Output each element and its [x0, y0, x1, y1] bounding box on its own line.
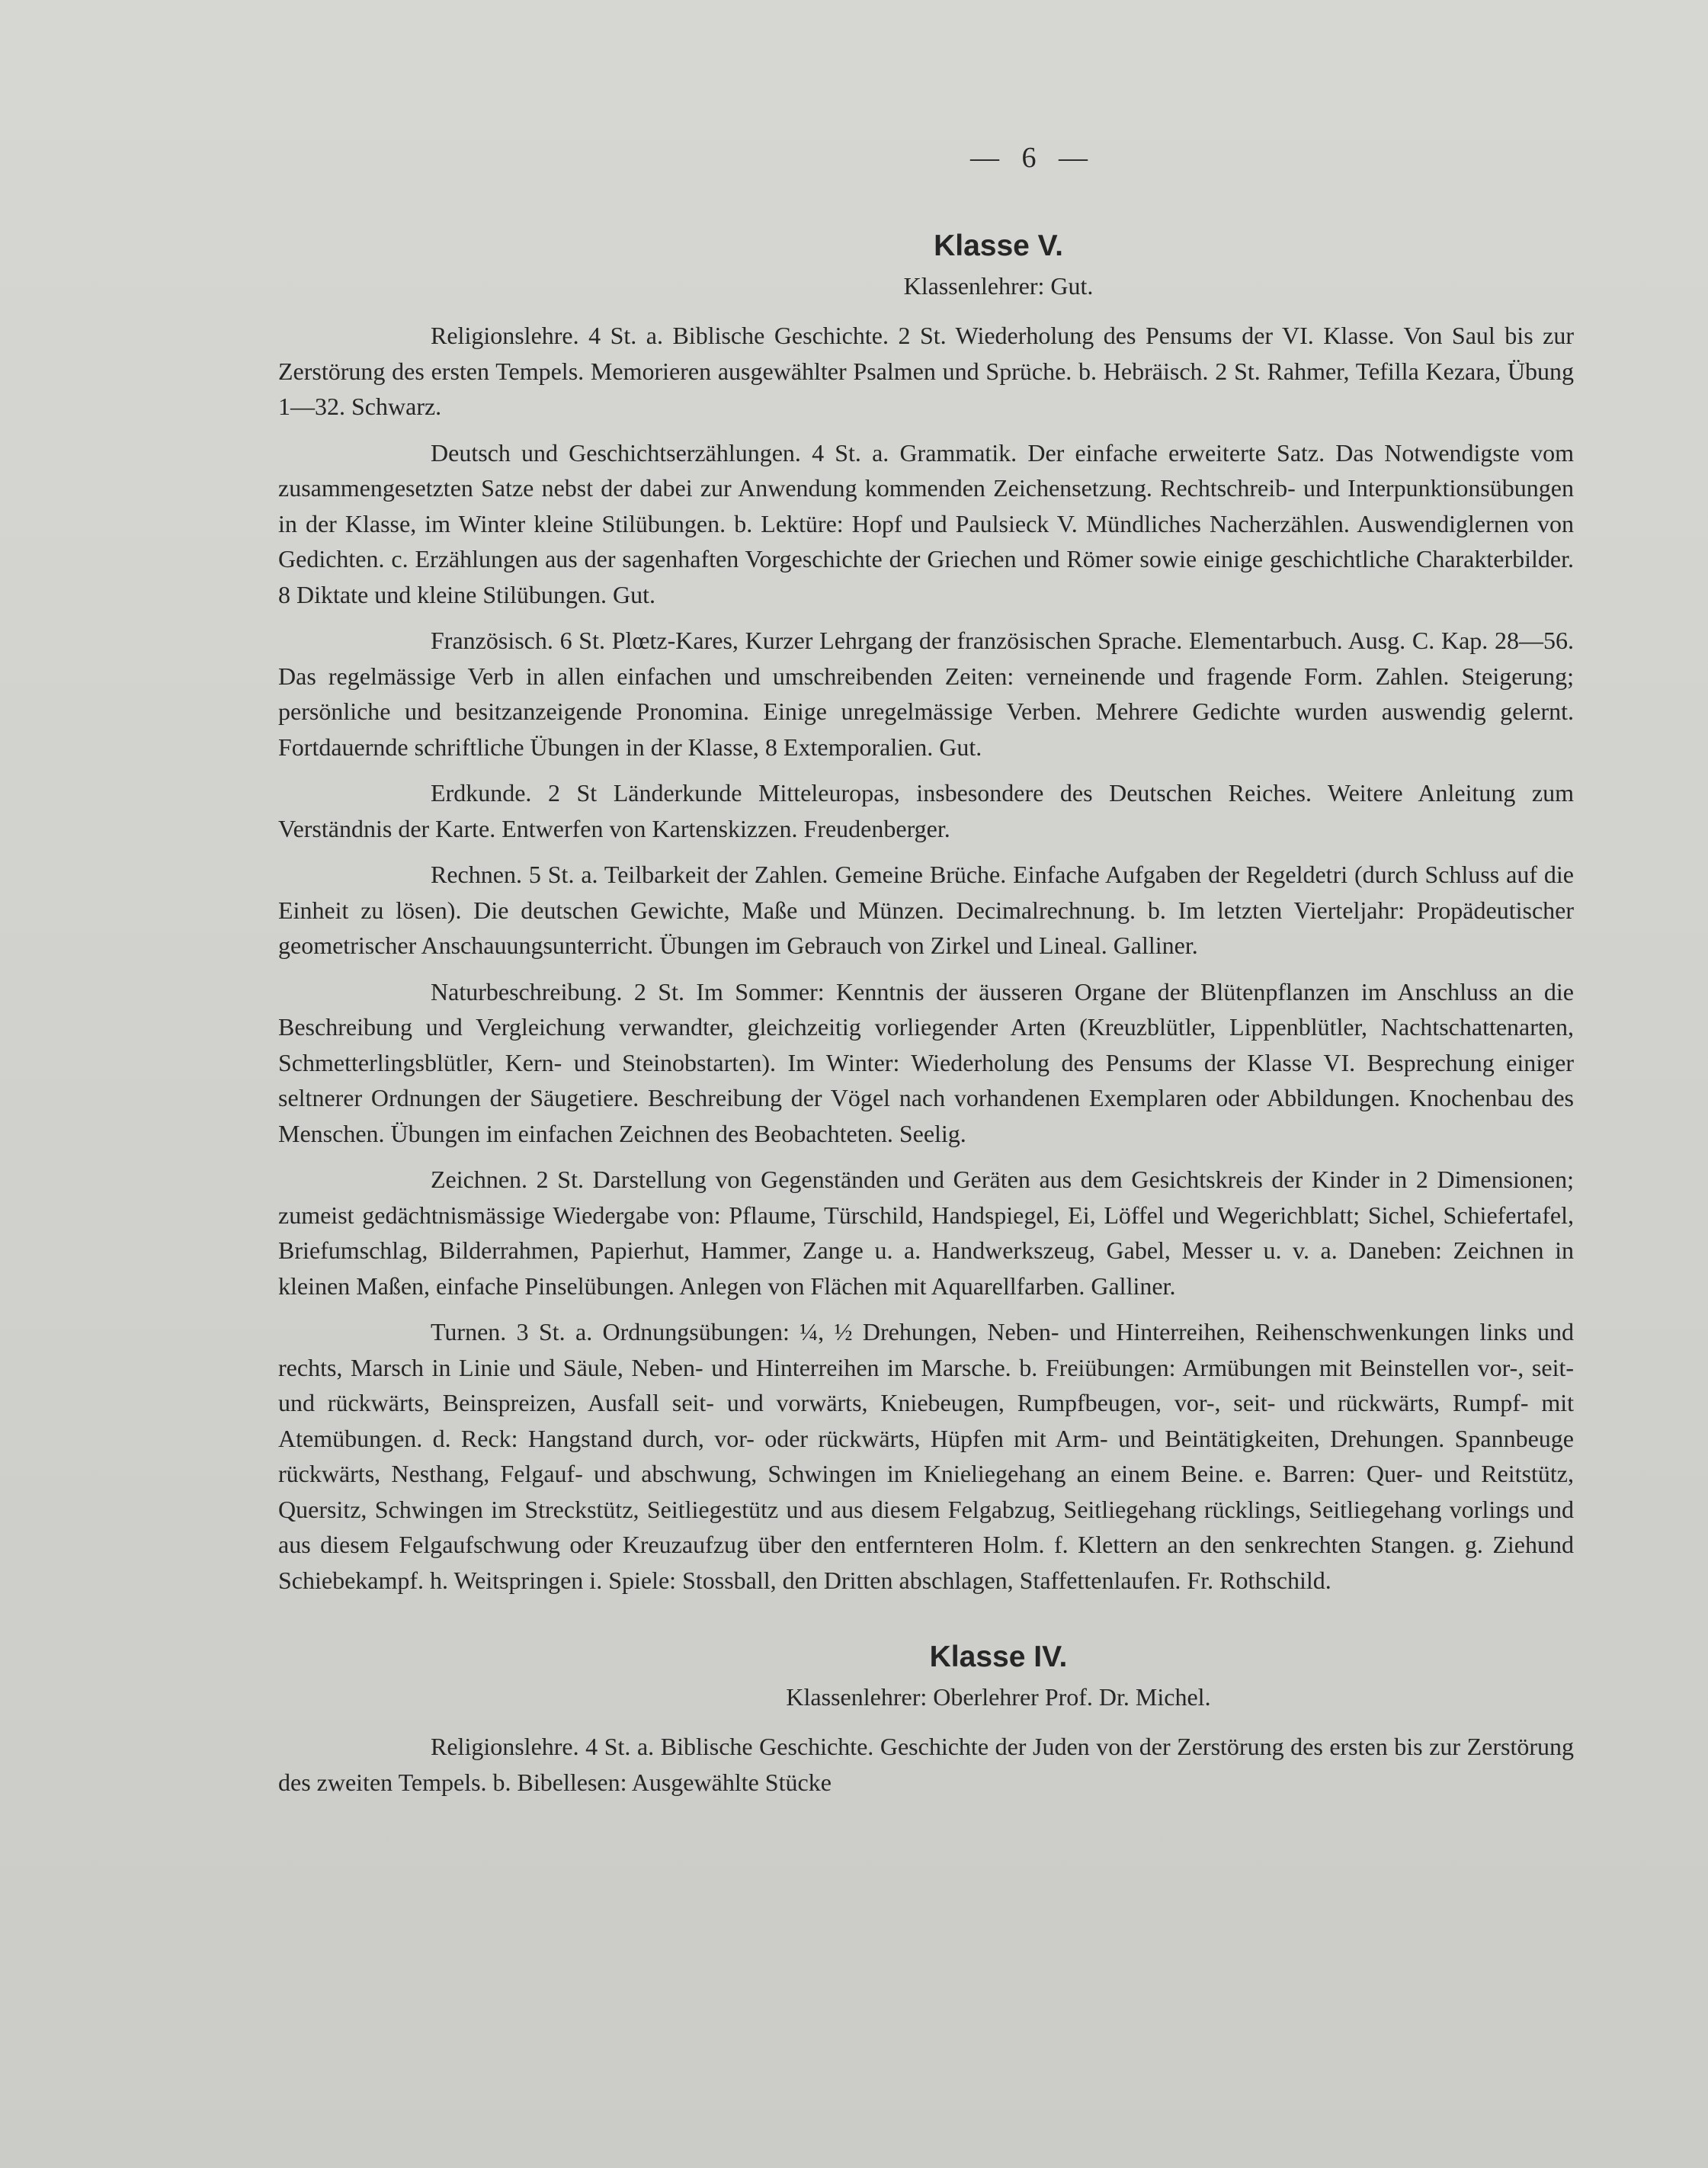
class-teacher-line: Klassenlehrer: Gut.	[903, 272, 1094, 300]
section-title: Klasse IV.	[929, 1640, 1068, 1673]
paragraph-deutsch: Deutsch und Geschichtserzählungen. 4 St. a. Grammatik. Der einfache erweiterte Satz. Das Notwendigste vom zusammengesetzten Satze nebst der dabei zur Anwendung kommenden Zeichensetzung. Rechtschreib- und Interpunktionsübungen in der Klasse, im Winter kleine Stilübungen. b. Lektüre: Hopf und Paulsieck V. Mündliches Nacherzählen. Auswendiglernen von Gedichten. c. Erzählungen aus der sagenhaften Vorgeschichte der Griechen und Römer sowie einige geschichtliche Charakterbilder. 8 Diktate und kleine Stilübungen. Gut.	[278, 438, 1574, 608]
paragraph-turnen: Turnen. 3 St. a. Ordnungsübungen: ¼, ½ Drehungen, Neben- und Hinterreihen, Reihenschwenkungen links und rechts, Marsch in Linie und Säule, Neben- und Hinterreihen im Marsche. b. Freiübungen: Armübungen mit Beinstellen vor-, seit- und rückwärts, Beinspreizen, Ausfall seit- und vorwärts, Kniebeugen, Rumpfbeugen, vor-, seit- und rückwärts, Rumpf- mit Atemübungen. d. Reck: Hangstand durch, vor- oder rückwärts, Hüpfen mit Arm- und Beintätigkeiten, Drehungen. Spannbeuge rückwärts, Nesthang, Felgauf- und abschwung, Schwingen im Knieliegehang an einem Beine. e. Barren: Quer- und Reitstütz, Quersitz, Schwingen im Streckstütz, Seitliegestütz und aus diesem Felgabzug, Seitliegehang rücklings, Seitliegehang vorlings und aus diesem Felgaufschwung oder Kreuzaufzug über den entfernteren Holm. f. Klettern an den senkrechten Stangen. g. Ziehund Schiebekampf. h. Weitspringen i. Spiele: Stossball, den Dritten abschlagen, Staffettenlaufen. Fr. Rothschild.	[278, 1318, 1574, 1594]
paragraph-naturbeschreibung: Naturbeschreibung. 2 St. Im Sommer: Kenntnis der äusseren Organe der Blütenpflanzen im Anschluss an die Beschreibung und Vergleichung verwandter, gleichzeitig vorliegender Arten (Kreuzblütler, Lippenblütler, Nachtschattenarten, Schmetterlingsblütler, Kern- und Steinobstarten). Im Winter: Wiederholung des Pensums der Klasse VI. Besprechung einiger seltnerer Ordnungen der Säugetiere. Beschreibung der Vögel nach vorhandenen Exemplaren oder Abbildungen. Knochenbau des Menschen. Übungen im einfachen Zeichnen des Beobachteten. Seelig.	[278, 977, 1574, 1147]
class-teacher-line: Klassenlehrer: Oberlehrer Prof. Dr. Michel.	[786, 1683, 1211, 1711]
page-content	[278, 141, 1574, 1810]
paragraph-religionslehre: Religionslehre. 4 St. a. Biblische Geschichte. 2 St. Wiederholung des Pensums der VI. Klasse. Von Saul bis zur Zerstörung des ersten Tempels. Memorieren ausgewählter Psalmen und Sprüche. b. Hebräisch. 2 St. Rahmer, Tefilla Kezara, Übung 1—32. Schwarz.	[278, 322, 1574, 420]
section-klasse-v	[278, 228, 1574, 1598]
section-klasse-iv	[278, 1639, 1574, 1800]
section-title: Klasse V.	[934, 229, 1063, 262]
paragraph-zeichnen: Zeichnen. 2 St. Darstellung von Gegenständen und Geräten aus dem Gesichtskreis der Kinder in 2 Dimensionen; zumeist gedächtnismässige Wiedergabe von: Pflaume, Türschild, Handspiegel, Ei, Löffel und Wegerichblatt; Sichel, Schiefertafel, Briefumschlag, Bilderrahmen, Papierhut, Hammer, Zange u. a. Handwerkszeug, Gabel, Messer u. v. a. Daneben: Zeichnen in kleinen Maßen, einfache Pinselübungen. Anlegen von Flächen mit Aquarellfarben. Galliner.	[278, 1166, 1574, 1300]
paragraph-erdkunde: Erdkunde. 2 St Länderkunde Mitteleuropas, insbesondere des Deutschen Reiches. Weitere Anleitung zum Verständnis der Karte. Entwerfen von Kartenskizzen. Freudenberger.	[278, 779, 1574, 842]
paragraph-franzoesisch: Französisch. 6 St. Plœtz-Kares, Kurzer Lehrgang der französischen Sprache. Elementarbuch. Ausg. C. Kap. 28—56. Das regelmässige Verb in allen einfachen und umschreibenden Zeiten: verneinende und fragende Form. Zahlen. Steigerung; persönliche und besitzanzeigende Pronomina. Einige unregelmässige Verben. Mehrere Gedichte wurden auswendig gelernt. Fortdauernde schriftliche Übungen in der Klasse, 8 Extemporalien. Gut.	[278, 627, 1574, 761]
page-number: — 6 —	[970, 142, 1095, 174]
paragraph-religionslehre: Religionslehre. 4 St. a. Biblische Geschichte. Geschichte der Juden von der Zerstörung des ersten bis zur Zerstörung des zweiten Tempels. b. Bibellesen: Ausgewählte Stücke	[278, 1733, 1574, 1796]
paragraph-rechnen: Rechnen. 5 St. a. Teilbarkeit der Zahlen. Gemeine Brüche. Einfache Aufgaben der Regeldetri (durch Schluss auf die Einheit zu lösen). Die deutschen Gewichte, Maße und Münzen. Decimalrechnung. b. Im letzten Vierteljahr: Propädeutischer geometrischer Anschauungsunterricht. Übungen im Gebrauch von Zirkel und Lineal. Galliner.	[278, 861, 1574, 959]
